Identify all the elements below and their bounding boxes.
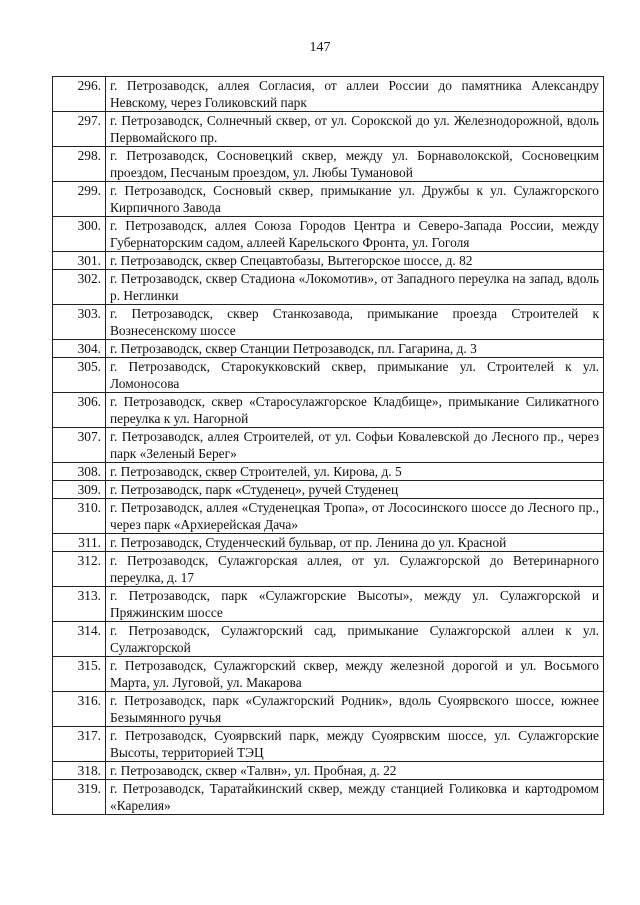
table-row	[53, 622, 604, 657]
table-row	[53, 182, 604, 217]
row-number: 309.	[53, 481, 106, 499]
table-row	[53, 727, 604, 762]
row-number: 310.	[53, 499, 106, 534]
table-row	[53, 587, 604, 622]
row-number: 305.	[53, 358, 106, 393]
row-number: 297.	[53, 112, 106, 147]
table-row	[53, 270, 604, 305]
row-text: г. Петрозаводск, Таратайкинский сквер, между станцией Голиковка и картодромом «Карелия»	[106, 780, 604, 815]
row-text: г. Петрозаводск, сквер Строителей, ул. Кирова, д. 5	[106, 463, 604, 481]
row-text: г. Петрозаводск, Старокукковский сквер, примыкание ул. Строителей к ул. Ломоносова	[106, 358, 604, 393]
row-text: г. Петрозаводск, сквер Стадиона «Локомотив», от Западного переулка на запад, вдоль р. Неглинки	[106, 270, 604, 305]
table-row	[53, 217, 604, 252]
row-text: г. Петрозаводск, Студенческий бульвар, от пр. Ленина до ул. Красной	[106, 534, 604, 552]
row-number: 318.	[53, 762, 106, 780]
table-row	[53, 112, 604, 147]
row-number: 302.	[53, 270, 106, 305]
row-number: 311.	[53, 534, 106, 552]
table-row	[53, 340, 604, 358]
row-text: г. Петрозаводск, Суоярвский парк, между Суоярвским шоссе, ул. Сулажгорские Высоты, территорией ТЭЦ	[106, 727, 604, 762]
row-number: 298.	[53, 147, 106, 182]
page-number: 147	[309, 40, 331, 55]
row-text: г. Петрозаводск, аллея «Студенецкая Тропа», от Лососинского шоссе до Лесного пр., через парк «Архиерейская Дача»	[106, 499, 604, 534]
row-text: г. Петрозаводск, парк «Сулажгорские Высоты», между ул. Сулажгорской и Пряжинским шоссе	[106, 587, 604, 622]
row-text: г. Петрозаводск, Сосновый сквер, примыкание ул. Дружбы к ул. Сулажгорского Кирпичного Завода	[106, 182, 604, 217]
row-number: 299.	[53, 182, 106, 217]
row-text: г. Петрозаводск, аллея Союза Городов Центра и Северо-Запада России, между Губернаторским садом, аллеей Карельского Фронта, ул. Гоголя	[106, 217, 604, 252]
row-text: г. Петрозаводск, Солнечный сквер, от ул. Сорокской до ул. Железнодорожной, вдоль Первомайского пр.	[106, 112, 604, 147]
row-number: 314.	[53, 622, 106, 657]
row-text: г. Петрозаводск, Сосновецкий сквер, между ул. Борнаволокской, Сосновецким проездом, Песчаным проездом, ул. Любы Тумановой	[106, 147, 604, 182]
row-number: 301.	[53, 252, 106, 270]
table-row	[53, 252, 604, 270]
row-number: 304.	[53, 340, 106, 358]
row-number: 316.	[53, 692, 106, 727]
row-text: г. Петрозаводск, парк «Студенец», ручей Студенец	[106, 481, 604, 499]
row-text: г. Петрозаводск, сквер Станции Петрозаводск, пл. Гагарина, д. 3	[106, 340, 604, 358]
row-number: 308.	[53, 463, 106, 481]
table-row	[53, 305, 604, 340]
row-text: г. Петрозаводск, сквер «Талвн», ул. Пробная, д. 22	[106, 762, 604, 780]
row-number: 317.	[53, 727, 106, 762]
table-row	[53, 762, 604, 780]
row-text: г. Петрозаводск, Сулажгорский сад, примыкание Сулажгорской аллеи к ул. Сулажгорской	[106, 622, 604, 657]
row-number: 313.	[53, 587, 106, 622]
row-text: г. Петрозаводск, Сулажгорская аллея, от ул. Сулажгорской до Ветеринарного переулка, д. 17	[106, 552, 604, 587]
row-number: 300.	[53, 217, 106, 252]
row-text: г. Петрозаводск, сквер Станкозавода, примыкание проезда Строителей к Вознесенскому шоссе	[106, 305, 604, 340]
table-row	[53, 692, 604, 727]
row-number: 303.	[53, 305, 106, 340]
table-row	[53, 481, 604, 499]
table-row	[53, 499, 604, 534]
table-row	[53, 393, 604, 428]
table-row	[53, 657, 604, 692]
row-text: г. Петрозаводск, аллея Строителей, от ул. Софьи Ковалевской до Лесного пр., через парк «Зеленый Берег»	[106, 428, 604, 463]
table-row	[53, 780, 604, 815]
table-row	[53, 358, 604, 393]
table-row	[53, 552, 604, 587]
items-table-body	[53, 77, 604, 815]
row-number: 319.	[53, 780, 106, 815]
row-text: г. Петрозаводск, сквер Спецавтобазы, Вытегорское шоссе, д. 82	[106, 252, 604, 270]
table-row	[53, 428, 604, 463]
table-row	[53, 147, 604, 182]
table-row	[53, 463, 604, 481]
row-number: 312.	[53, 552, 106, 587]
row-text: г. Петрозаводск, Сулажгорский сквер, между железной дорогой и ул. Восьмого Марта, ул. Луговой, ул. Макарова	[106, 657, 604, 692]
table-row	[53, 77, 604, 112]
row-text: г. Петрозаводск, аллея Согласия, от аллеи России до памятника Александру Невскому, через Голиковский парк	[106, 77, 604, 112]
row-number: 296.	[53, 77, 106, 112]
row-text: г. Петрозаводск, сквер «Старосулажгорское Кладбище», примыкание Силикатного переулка к ул. Нагорной	[106, 393, 604, 428]
items-table	[52, 76, 604, 815]
table-row	[53, 534, 604, 552]
row-text: г. Петрозаводск, парк «Сулажгорский Родник», вдоль Суоярвского шоссе, южнее Безымянного ручья	[106, 692, 604, 727]
row-number: 306.	[53, 393, 106, 428]
row-number: 315.	[53, 657, 106, 692]
row-number: 307.	[53, 428, 106, 463]
